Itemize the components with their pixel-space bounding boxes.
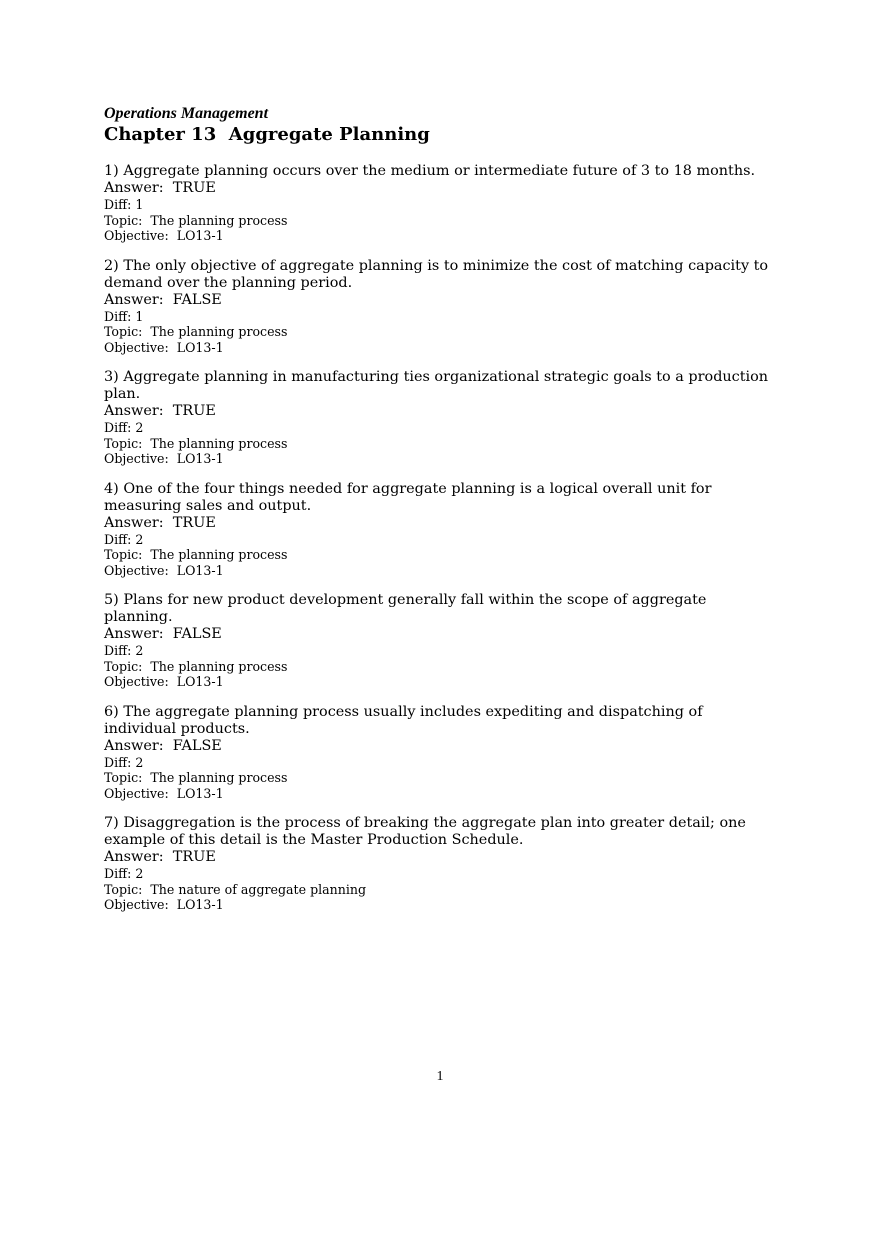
- question-item: [104, 481, 774, 579]
- answer-text: Answer: TRUE: [104, 180, 216, 196]
- topic-text: Topic: The planning process: [104, 658, 288, 674]
- topic-text: Topic: The planning process: [104, 770, 288, 785]
- difficulty-text: Diff: 1: [104, 308, 144, 324]
- chapter-title: Chapter 13 Aggregate Planning: [104, 124, 430, 145]
- topic-text: Topic: The planning process: [104, 435, 288, 451]
- objective-text: Objective: LO13-1: [104, 897, 224, 912]
- answer-text: Answer: FALSE: [104, 737, 222, 754]
- difficulty-text: Diff: 2: [104, 643, 144, 658]
- question-text: 1) Aggregate planning occurs over the medium or intermediate future of 3 to 18 months.: [104, 163, 756, 179]
- answer-text: Answer: TRUE: [104, 849, 216, 865]
- answer-text: Answer: FALSE: [104, 626, 222, 642]
- objective-text: Objective: LO13-1: [104, 228, 224, 243]
- difficulty-text: Diff: 2: [104, 420, 144, 435]
- difficulty-text: Diff: 2: [104, 531, 144, 547]
- difficulty-text: Diff: 2: [104, 754, 144, 770]
- answer-text: Answer: TRUE: [104, 403, 216, 419]
- answer-text: Answer: TRUE: [104, 514, 216, 531]
- objective-text: Objective: LO13-1: [104, 339, 224, 355]
- question-item: [104, 258, 774, 356]
- question-text: 6) The aggregate planning process usually includes expediting and dispatching of individual products.: [104, 703, 703, 737]
- difficulty-text: Diff: 1: [104, 197, 144, 212]
- topic-text: Topic: The planning process: [104, 212, 288, 228]
- question-item: [104, 815, 774, 913]
- answer-text: Answer: FALSE: [104, 291, 222, 308]
- topic-text: Topic: The planning process: [104, 547, 288, 562]
- question-item: [104, 163, 774, 244]
- course-title: Operations Management: [104, 105, 269, 122]
- objective-text: Objective: LO13-1: [104, 451, 224, 466]
- difficulty-text: Diff: 2: [104, 866, 144, 881]
- objective-text: Objective: LO13-1: [104, 785, 224, 801]
- question-text: 5) Plans for new product development generally fall within the scope of aggregate planning.: [104, 592, 707, 625]
- page-content: [104, 104, 774, 927]
- question-item: [104, 592, 774, 690]
- question-text: 2) The only objective of aggregate planning is to minimize the cost of matching capacity to demand over the planning period.: [104, 257, 769, 291]
- question-text: 4) One of the four things needed for aggregate planning is a logical overall unit for measuring sales and output.: [104, 480, 712, 514]
- question-item: [104, 704, 774, 802]
- topic-text: Topic: The nature of aggregate planning: [104, 881, 367, 897]
- topic-text: Topic: The planning process: [104, 324, 288, 339]
- question-item: [104, 369, 774, 467]
- question-text: 7) Disaggregation is the process of breaking the aggregate plan into greater detail; one example of this detail is the Master Production Schedule.: [104, 815, 746, 848]
- objective-text: Objective: LO13-1: [104, 674, 224, 689]
- question-text: 3) Aggregate planning in manufacturing ties organizational strategic goals to a production plan.: [104, 369, 769, 402]
- page-number: 1: [436, 1069, 444, 1084]
- objective-text: Objective: LO13-1: [104, 562, 224, 578]
